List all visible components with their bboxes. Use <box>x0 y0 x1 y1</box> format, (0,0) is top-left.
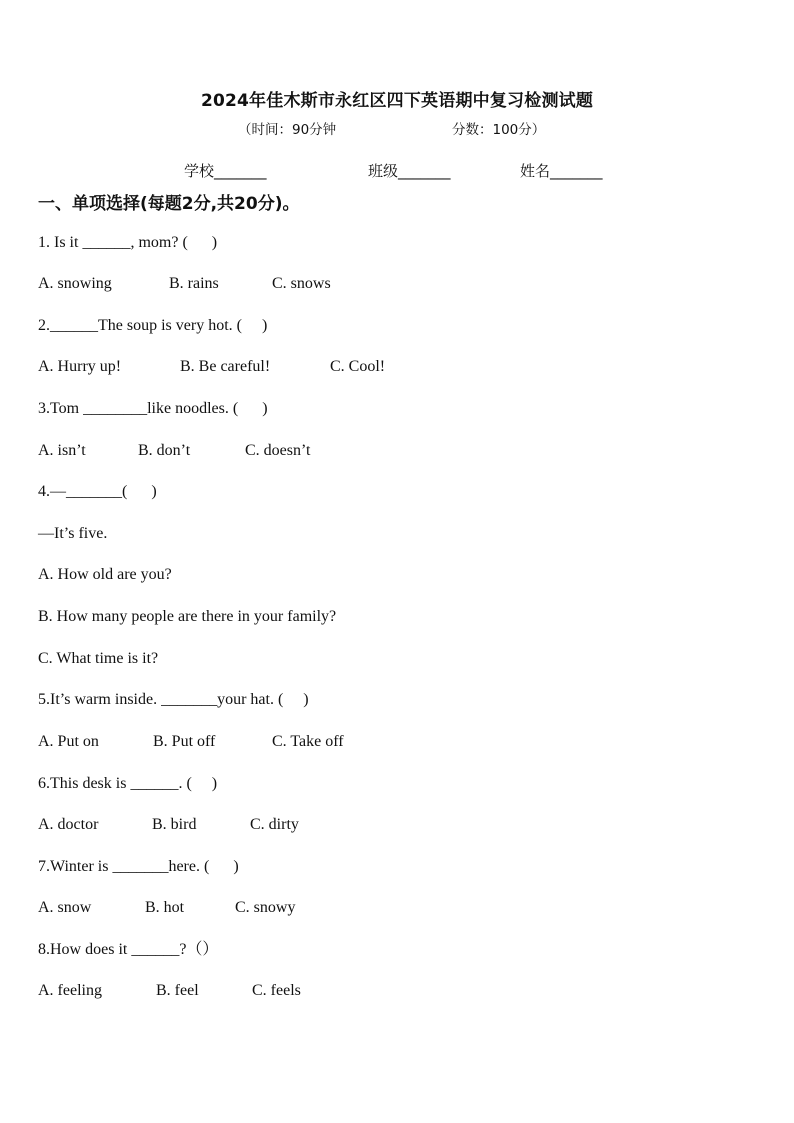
question-option: B. rains <box>169 275 219 292</box>
question-option: A. How old are you? <box>38 566 172 583</box>
question-option: A. isn’t <box>38 442 86 459</box>
exam-score: 分数：100分） <box>452 122 546 138</box>
page-title: 2024年佳木斯市永红区四下英语期中复习检测试题 <box>200 91 594 111</box>
question-stem: 2.______The soup is very hot. ( ) <box>38 317 268 334</box>
question-option: A. feeling <box>38 982 102 999</box>
question-option: C. Cool! <box>330 358 386 375</box>
question-option: A. snow <box>38 899 92 916</box>
question-option: C. feels <box>252 982 301 999</box>
question-option: C. Take off <box>272 733 344 750</box>
question-option: C. dirty <box>250 816 299 833</box>
question-stem: 4.—_______( ) <box>38 483 157 500</box>
question-option: B. Be careful! <box>180 358 271 375</box>
question-reply: —It’s five. <box>38 525 108 542</box>
question-option: B. feel <box>156 982 199 999</box>
question-stem: 7.Winter is _______here. ( ) <box>38 858 239 875</box>
question-option: B. How many people are there in your family? <box>38 608 337 625</box>
section-heading: 一、单项选择(每题2分,共20分)。 <box>38 194 300 214</box>
question-option: A. Hurry up! <box>38 358 122 375</box>
question-option: C. doesn’t <box>245 442 311 459</box>
question-option: B. Put off <box>153 733 216 750</box>
question-stem: 1. Is it ______, mom? ( ) <box>38 234 218 251</box>
question-stem: 6.This desk is ______. ( ) <box>38 775 218 792</box>
question-option: A. doctor <box>38 816 99 833</box>
question-stem: 5.It’s warm inside. _______your hat. ( ) <box>38 691 309 708</box>
class-field: 班级_______ <box>368 162 451 180</box>
name-field: 姓名_______ <box>520 162 603 180</box>
question-option: A. Put on <box>38 733 99 750</box>
question-stem: 8.How does it ______?（） <box>38 941 219 958</box>
question-option: C. What time is it? <box>38 650 159 667</box>
school-field: 学校_______ <box>184 162 267 180</box>
question-option: B. hot <box>145 899 185 916</box>
exam-time: （时间：90分钟 <box>238 122 337 138</box>
question-option: C. snows <box>272 275 331 292</box>
question-option: B. don’t <box>138 442 191 459</box>
question-option: A. snowing <box>38 275 112 292</box>
question-option: C. snowy <box>235 899 296 916</box>
question-option: B. bird <box>152 816 197 833</box>
question-stem: 3.Tom ________like noodles. ( ) <box>38 400 268 417</box>
